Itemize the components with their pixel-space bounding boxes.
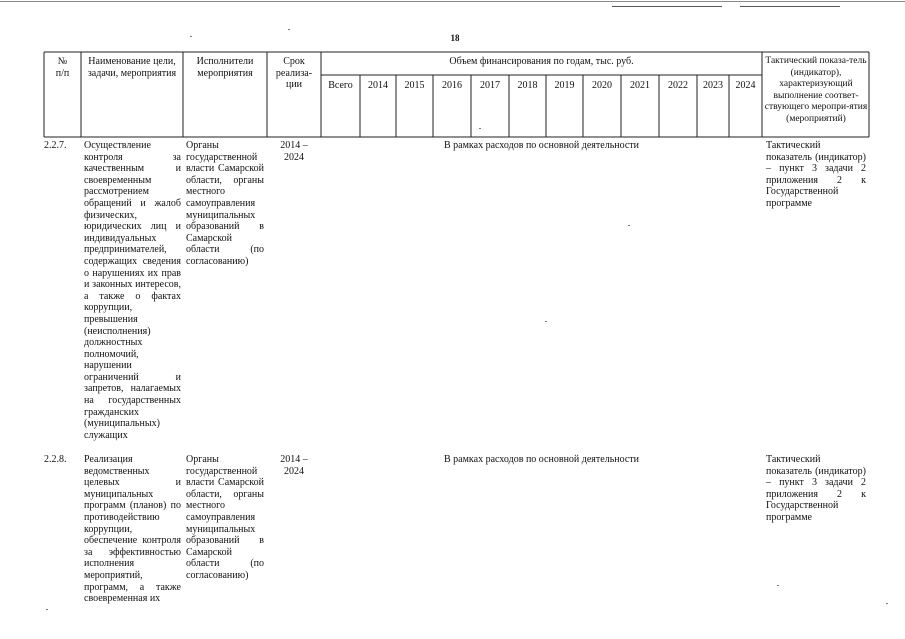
header-year: 2023 — [703, 80, 723, 91]
scan-top-mark — [740, 6, 840, 7]
header-year: 2014 — [368, 80, 388, 91]
header-name: Наименование цели, задачи, мероприятия — [87, 56, 177, 79]
row-executors: Органы государственной власти Самарской области, органы местного самоуправления муниципальных образований в Самарской области (по согласованию) — [186, 140, 264, 267]
scan-speck — [886, 603, 888, 604]
header-year: 2021 — [630, 80, 650, 91]
row-executors: Органы государственной власти Самарской области, органы местного самоуправления муниципальных образований в Самарской области (по согласованию) — [186, 454, 264, 581]
header-year: 2019 — [554, 80, 575, 91]
header-year: 2024 — [735, 80, 756, 91]
scan-speck — [628, 225, 630, 226]
row-term: 2014 – 2024 — [280, 454, 308, 477]
row-indicator: Тактический показатель (индикатор) – пункт 3 задачи 2 приложения 2 к Государственной программе — [766, 454, 866, 523]
scan-speck — [545, 321, 547, 322]
page-number: 18 — [450, 33, 460, 43]
header-indicator: Тактический показа-тель (индикатор), характеризующий выполнение соответ-ствующего меропри-ятия (мероприятий) — [764, 56, 868, 124]
scan-speck — [190, 36, 192, 37]
header-year: 2020 — [592, 80, 612, 91]
scan-top-border — [0, 1, 905, 2]
header-num: № п/п — [55, 56, 70, 79]
scan-speck — [46, 609, 48, 610]
row-number: 2.2.8. — [44, 454, 67, 465]
header-total: Всего — [328, 80, 353, 91]
header-year: 2017 — [480, 80, 500, 91]
scan-speck — [479, 128, 481, 129]
header-term: Срок реализа-ции — [275, 56, 313, 91]
row-funding: В рамках расходов по основной деятельности — [443, 454, 640, 465]
scan-speck — [288, 29, 290, 30]
header-funding: Объем финансирования по годам, тыс. руб. — [449, 56, 634, 67]
scan-speck — [777, 585, 779, 586]
row-term: 2014 – 2024 — [280, 140, 308, 163]
row-funding: В рамках расходов по основной деятельности — [443, 140, 640, 151]
header-year: 2018 — [517, 80, 538, 91]
header-year: 2016 — [442, 80, 462, 91]
header-executors: Исполнители мероприятия — [196, 56, 254, 79]
row-name: Реализация ведомственных целевых и муниципальных программ (планов) по противодействию коррупции, обеспечение контроля за эффективностью исполнения мероприятий, программ, а также своевременная их — [84, 454, 181, 605]
row-indicator: Тактический показатель (индикатор) – пункт 3 задачи 2 приложения 2 к Государственной программе — [766, 140, 866, 209]
header-year: 2022 — [668, 80, 688, 91]
header-year: 2015 — [404, 80, 425, 91]
scan-top-mark — [612, 6, 722, 7]
row-name: Осуществление контроля за качественным и своевременным рассмотрением обращений и жалоб физических, юридических лиц и индивидуальных предпринимателей, содержащих сведения о нарушениях их прав и законных интересов, а также о фактах коррупции, превышения (неисполнения) должностных полномочий, нарушении ограничений и запретов, налагаемых на государственных гражданских (муниципальных) служащих — [84, 140, 181, 441]
row-number: 2.2.7. — [44, 140, 67, 151]
